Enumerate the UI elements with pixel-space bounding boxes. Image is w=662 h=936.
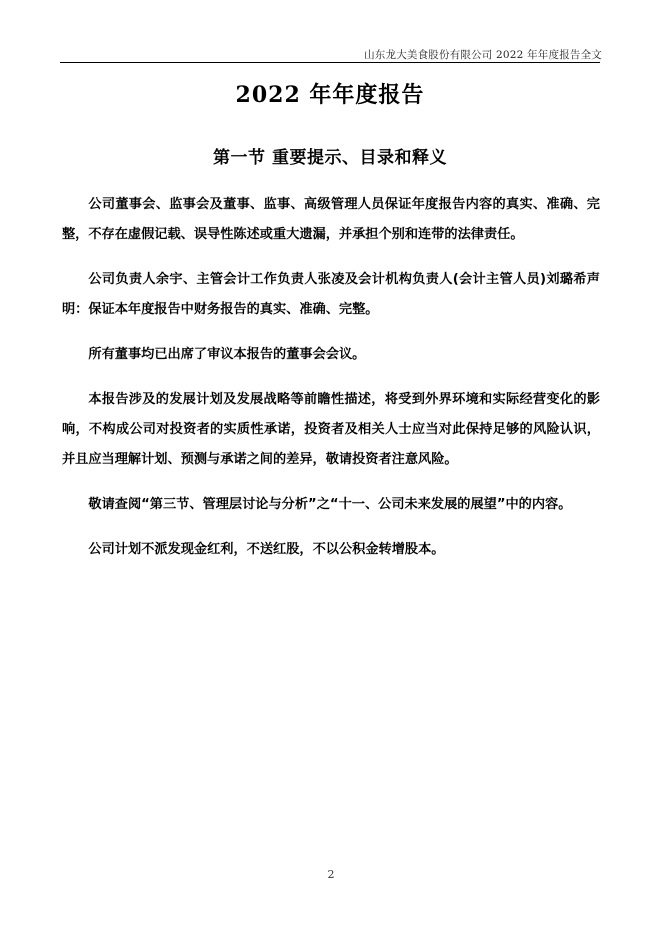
paragraph-forward-looking: 本报告涉及的发展计划及发展战略等前瞻性描述，将受到外界环境和实际经营变化的影响，不构成公司对投资者的实质性承诺，投资者及相关人士应当对此保持足够的风险认识，并且应当理解计划、预测与承诺之间的差异，敬请投资者注意风险。 <box>62 392 600 467</box>
section-title: 第一节 重要提示、目录和释义 <box>213 148 447 168</box>
page-number: 2 <box>327 868 335 881</box>
document-title: 2022 年年度报告 <box>235 82 425 108</box>
running-header: 山东龙大美食股份有限公司 2022 年年度报告全文 <box>364 49 602 61</box>
header-divider <box>60 62 600 63</box>
paragraph-responsibility: 公司董事会、监事会及董事、监事、高级管理人员保证年度报告内容的真实、准确、完整，不存在虚假记载、误导性陈述或重大遗漏，并承担个别和连带的法律责任。 <box>62 197 600 242</box>
document-body <box>62 190 600 580</box>
paragraph-declaration: 公司负责人余宇、主管会计工作负责人张凌及会计机构负责人(会计主管人员)刘璐希声明：保证本年度报告中财务报告的真实、准确、完整。 <box>62 272 600 317</box>
paragraph-dividend: 公司计划不派发现金红利，不送红股，不以公积金转增股本。 <box>88 542 445 557</box>
paragraph-attendance: 所有董事均已出席了审议本报告的董事会会议。 <box>88 347 366 362</box>
paragraph-reference: 敬请查阅“第三节、管理层讨论与分析”之“十一、公司未来发展的展望”中的内容。 <box>88 497 572 512</box>
